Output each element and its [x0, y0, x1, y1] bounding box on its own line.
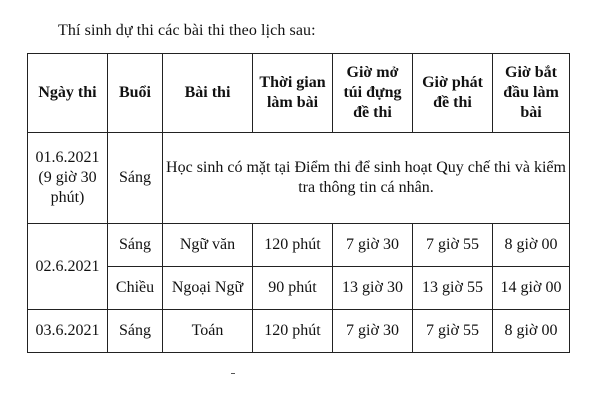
distribute-cell: 7 giờ 55 — [413, 310, 493, 353]
duration-cell: 90 phút — [253, 267, 333, 310]
table-row — [28, 310, 570, 353]
distribute-cell: 13 giờ 55 — [413, 267, 493, 310]
session-cell: Sáng — [108, 224, 163, 267]
session-cell: Sáng — [108, 133, 163, 224]
header-date: Ngày thi — [28, 54, 108, 133]
table-row — [28, 224, 570, 267]
start-cell: 8 giờ 00 — [493, 224, 570, 267]
header-duration: Thời gian làm bài — [253, 54, 333, 133]
duration-cell: 120 phút — [253, 310, 333, 353]
date-time-note: (9 giờ 30 phút) — [38, 169, 97, 206]
table-row — [28, 267, 570, 310]
date-cell: 03.6.2021 — [28, 310, 108, 353]
header-subject: Bài thi — [163, 54, 253, 133]
subject-cell: Ngữ văn — [163, 224, 253, 267]
date-text: 01.6.2021 — [35, 149, 100, 166]
date-cell: 02.6.2021 — [28, 224, 108, 310]
table-row — [28, 133, 570, 224]
duration-cell: 120 phút — [253, 224, 333, 267]
header-session: Buổi — [108, 54, 163, 133]
start-cell: 14 giờ 00 — [493, 267, 570, 310]
distribute-cell: 7 giờ 55 — [413, 224, 493, 267]
date-cell — [28, 133, 108, 224]
header-start: Giờ bắt đầu làm bài — [493, 54, 570, 133]
open-bag-cell: 13 giờ 30 — [333, 267, 413, 310]
session-cell: Chiều — [108, 267, 163, 310]
open-bag-cell: 7 giờ 30 — [333, 310, 413, 353]
exam-schedule-table — [27, 53, 570, 353]
open-bag-cell: 7 giờ 30 — [333, 224, 413, 267]
scan-mark — [231, 373, 235, 374]
subject-cell: Ngoại Ngữ — [163, 267, 253, 310]
header-distribute: Giờ phát đề thi — [413, 54, 493, 133]
subject-cell: Toán — [163, 310, 253, 353]
note-cell: Học sinh có mặt tại Điểm thi để sinh hoạt Quy chế thi và kiểm tra thông tin cá nhân. — [163, 133, 570, 224]
header-row — [28, 54, 570, 133]
intro-text: Thí sinh dự thi các bài thi theo lịch sau: — [58, 22, 316, 39]
session-cell: Sáng — [108, 310, 163, 353]
header-open-bag: Giờ mở túi đựng đề thi — [333, 54, 413, 133]
start-cell: 8 giờ 00 — [493, 310, 570, 353]
